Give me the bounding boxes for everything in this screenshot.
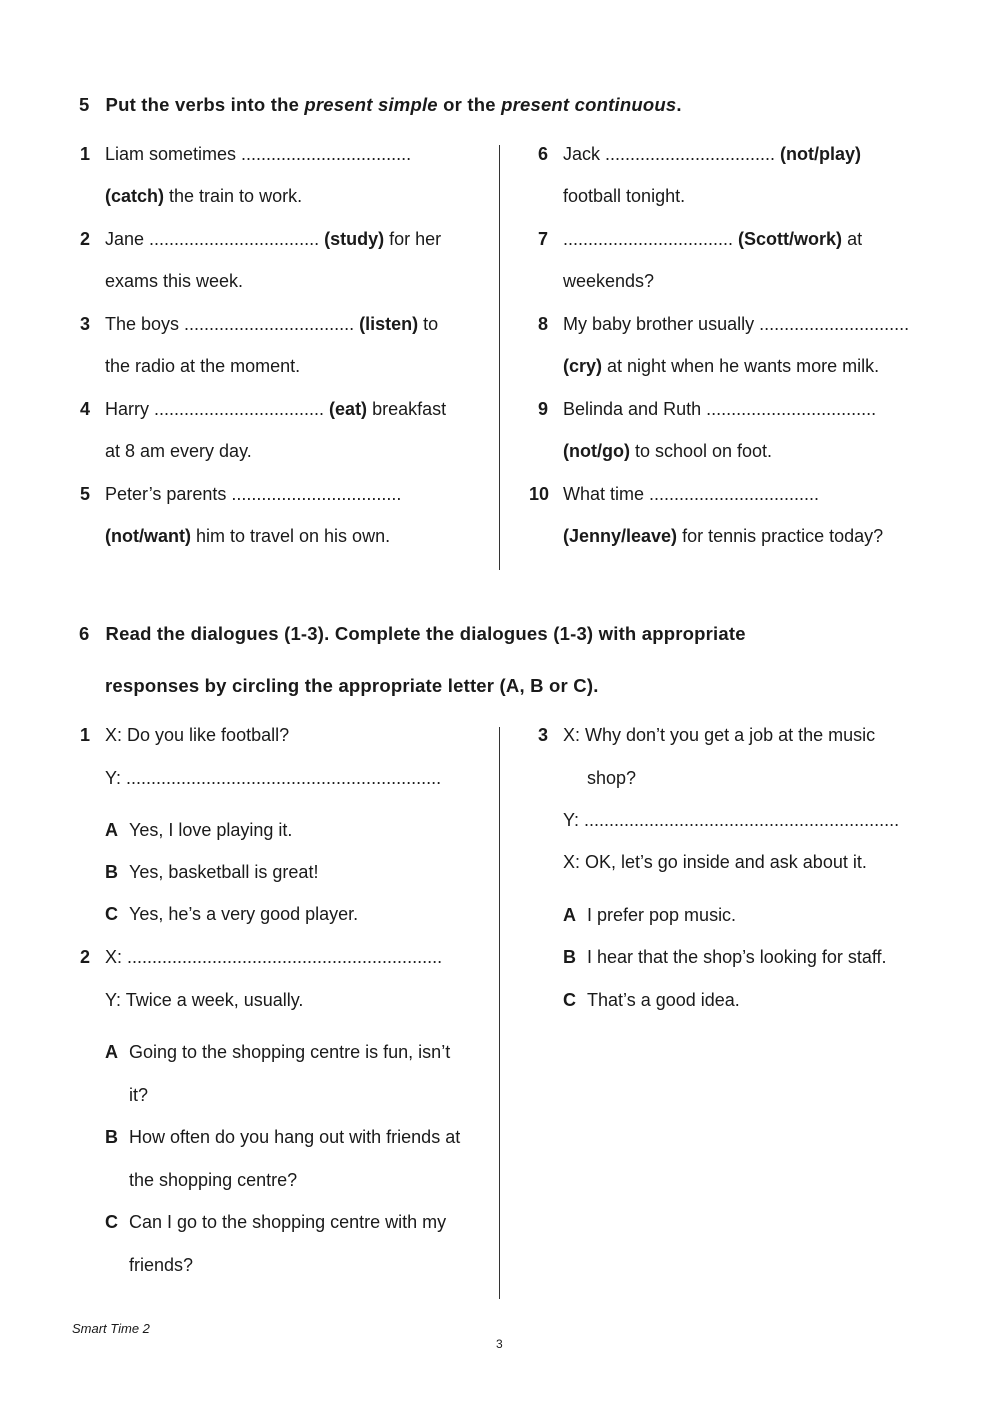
- dialogue-line: X: Why don’t you get a job at the music: [563, 725, 876, 745]
- item-line: at 8 am every day.: [105, 441, 252, 461]
- answer-blank: X: ...............................................................: [105, 947, 443, 967]
- exercise-6-heading: [79, 623, 746, 645]
- option-letter: B: [563, 947, 576, 967]
- item-text: him to travel on his own.: [190, 526, 391, 546]
- item-text: at: [842, 229, 863, 249]
- heading-italic: present continuous: [501, 94, 677, 115]
- item-text: to school on foot.: [629, 441, 773, 461]
- item-text: for her: [384, 229, 442, 249]
- item-line: [563, 441, 772, 462]
- heading-text: Put the verbs into the: [105, 94, 305, 115]
- item-line: [563, 356, 879, 377]
- item-line: [105, 229, 441, 250]
- item-number: 6: [538, 144, 549, 164]
- item-text: for tennis practice today?: [677, 526, 884, 546]
- answer-blank: Y: ...............................................................: [105, 768, 442, 788]
- item-text: Jack ..................................: [563, 144, 781, 164]
- column-divider: [499, 727, 500, 1299]
- page-number: 3: [496, 1337, 503, 1351]
- dialogue-line: shop?: [587, 768, 637, 788]
- item-number: 9: [538, 399, 549, 419]
- option-text: Can I go to the shopping centre with my: [129, 1212, 447, 1232]
- item-line: [105, 526, 390, 547]
- item-text: breakfast: [367, 399, 447, 419]
- option-letter: C: [105, 904, 118, 924]
- item-number: 4: [80, 399, 91, 419]
- option-text: Yes, basketball is great!: [129, 862, 319, 882]
- item-number: 2: [80, 229, 91, 249]
- verb-prompt: (cry): [563, 356, 603, 376]
- dialogue-line: X: OK, let’s go inside and ask about it.: [563, 852, 867, 872]
- item-text: to: [418, 314, 439, 334]
- option-text: I hear that the shop’s looking for staff.: [587, 947, 887, 967]
- verb-prompt: (catch): [105, 186, 165, 206]
- item-text: The boys ..................................: [105, 314, 360, 334]
- option-text: friends?: [129, 1255, 194, 1275]
- heading-italic: present simple: [304, 94, 438, 115]
- item-number: 3: [80, 314, 91, 334]
- item-line: Belinda and Ruth ..................................: [563, 399, 877, 419]
- item-text: at night when he wants more milk.: [602, 356, 880, 376]
- dialogue-number: 1: [80, 725, 91, 745]
- item-number: 7: [538, 229, 549, 249]
- exercise-5-heading: [79, 94, 682, 116]
- option-letter: A: [105, 1042, 118, 1062]
- item-line: football tonight.: [563, 186, 686, 206]
- item-text: ..................................: [563, 229, 739, 249]
- heading-text: .: [676, 94, 682, 115]
- option-letter: A: [563, 905, 576, 925]
- verb-prompt: (listen): [359, 314, 419, 334]
- item-line: the radio at the moment.: [105, 356, 301, 376]
- verb-prompt: (Scott/work): [738, 229, 843, 249]
- option-text: Going to the shopping centre is fun, isn’t: [129, 1042, 451, 1062]
- option-letter: C: [563, 990, 576, 1010]
- item-line: Liam sometimes ..................................: [105, 144, 412, 164]
- option-letter: C: [105, 1212, 118, 1232]
- heading-text: or the: [437, 94, 502, 115]
- option-text: That’s a good idea.: [587, 990, 740, 1010]
- item-number: 10: [529, 484, 550, 504]
- dialogue-line: Y: Twice a week, usually.: [105, 990, 304, 1010]
- option-letter: A: [105, 820, 118, 840]
- dialogue-number: 2: [80, 947, 91, 967]
- verb-prompt: (not/want): [105, 526, 191, 546]
- option-text: Yes, he’s a very good player.: [129, 904, 359, 924]
- item-line: [105, 314, 438, 335]
- item-number: 8: [538, 314, 549, 334]
- item-line: exams this week.: [105, 271, 244, 291]
- option-letter: B: [105, 862, 118, 882]
- verb-prompt: (eat): [329, 399, 368, 419]
- dialogue-number: 3: [538, 725, 549, 745]
- item-number: 1: [80, 144, 91, 164]
- item-line: [105, 399, 446, 420]
- item-line: [563, 229, 862, 250]
- exercise-number: 6: [79, 623, 90, 644]
- option-text: How often do you hang out with friends at: [129, 1127, 461, 1147]
- item-line: What time ..................................: [563, 484, 820, 504]
- option-letter: B: [105, 1127, 118, 1147]
- item-line: [563, 526, 883, 547]
- item-line: [105, 186, 302, 207]
- option-text: Yes, I love playing it.: [129, 820, 293, 840]
- answer-blank: Y: ...............................................................: [563, 810, 900, 830]
- verb-prompt: (not/play): [780, 144, 862, 164]
- item-line: [563, 144, 861, 165]
- item-line: My baby brother usually ..............................: [563, 314, 910, 334]
- column-divider: [499, 145, 500, 570]
- option-text: it?: [129, 1085, 149, 1105]
- verb-prompt: (study): [324, 229, 385, 249]
- item-number: 5: [80, 484, 91, 504]
- verb-prompt: (Jenny/leave): [563, 526, 678, 546]
- item-text: Jane ..................................: [105, 229, 325, 249]
- exercise-6-heading-line2: responses by circling the appropriate letter (A, B or C).: [105, 675, 599, 696]
- footer-book-title: Smart Time 2: [72, 1321, 150, 1336]
- option-text: I prefer pop music.: [587, 905, 737, 925]
- heading-text: Read the dialogues (1-3). Complete the dialogues (1-3) with appropriate: [105, 623, 746, 644]
- item-text: the train to work.: [164, 186, 303, 206]
- item-line: Peter’s parents ..................................: [105, 484, 402, 504]
- dialogue-line: X: Do you like football?: [105, 725, 290, 745]
- verb-prompt: (not/go): [563, 441, 630, 461]
- option-text: the shopping centre?: [129, 1170, 298, 1190]
- item-line: weekends?: [563, 271, 655, 291]
- exercise-number: 5: [79, 94, 90, 115]
- item-text: Harry ..................................: [105, 399, 330, 419]
